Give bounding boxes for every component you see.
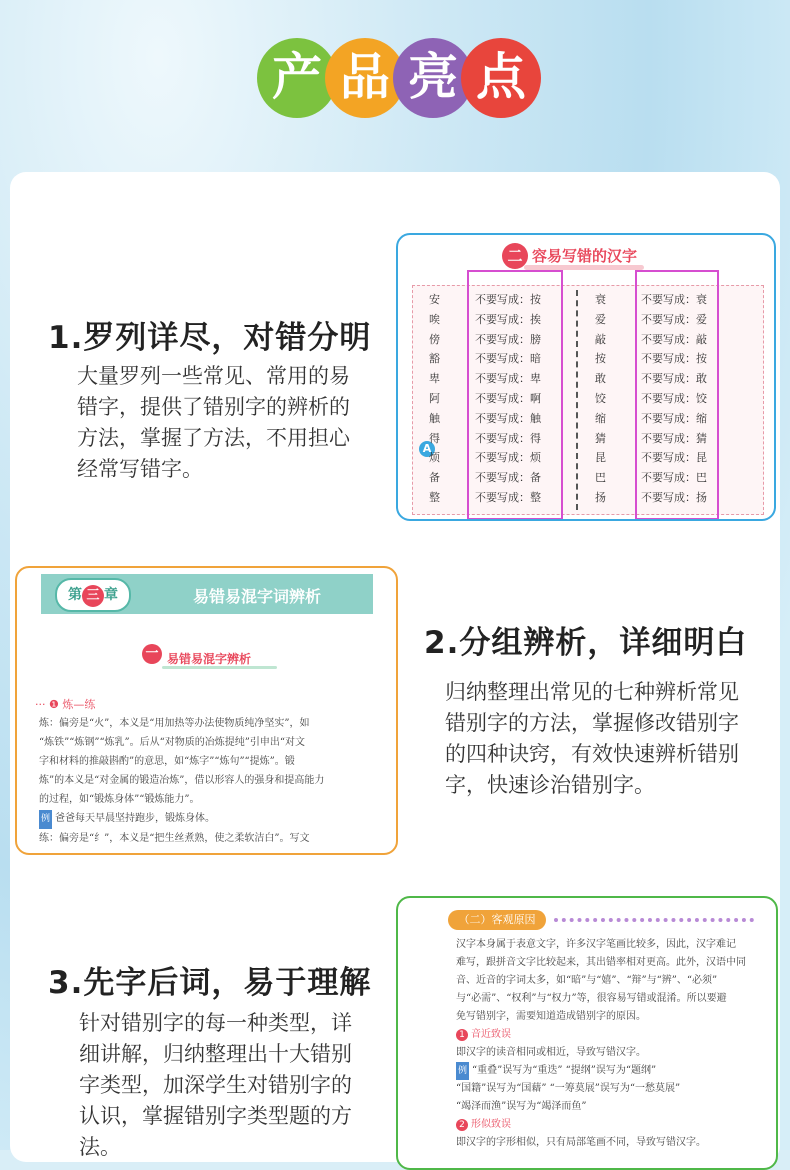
table-cell: 不要写成：敢 [641,372,707,386]
number-badge: 2 [456,1119,468,1131]
body-line: 汉字本身属于表意文字，许多汉字笔画比较多，因此，汉字难记 [456,939,736,950]
table-cell: 不要写成：备 [475,471,541,485]
column-divider [576,290,578,510]
table-cell: 不要写成：触 [475,411,541,425]
title-char-2: 品 [325,38,405,118]
section3-heading: 3.先字后词，易于理解 [48,965,372,1001]
typo-table [412,285,764,515]
body-line: 音、近音的字词太多，如“暗”与“嬉”、“辩”与“辨”、“必须” [456,975,718,986]
table-cell: 不要写成：挨 [475,312,541,326]
table-cell: 不要写成：啊 [475,391,541,405]
example-line [456,1062,756,1080]
section2-heading: 2.分组辨析，详细明白 [424,625,748,661]
section3-text [79,1008,352,1163]
text-line: 细讲解，归纳整理出十大错别 [79,1042,352,1066]
chapter-prefix: 第 [68,587,82,603]
table-cell: 不要写成：爱 [641,312,707,326]
body-line: “炼铁”“炼钢”“炼乳”。后从“对物质的冶炼提纯”引申出“对文 [39,737,306,748]
table-cell: 卑 [429,372,440,386]
table-cell: 不要写成：整 [475,490,541,504]
body-line: 难写，跟拼音文字比较起来，其出错率相对更高。此外，汉语中同 [456,957,746,968]
example-line [39,809,379,829]
section1-text [77,361,350,485]
title-char-4: 点 [461,38,541,118]
example-text: 爸爸每天早晨坚持跑步，锻炼身体。 [55,813,216,824]
example-line: “国籍”误写为“国藉” “一筹莫展”误写为“一愁莫展” [456,1083,681,1094]
table-cell: 缩 [595,411,606,425]
table-cell: 不要写成：扬 [641,490,707,504]
table-cell: 猜 [595,431,606,445]
table-cell: 按 [595,352,606,366]
table-cell: 不要写成：昆 [641,451,707,465]
pin-icon: 一 [142,644,162,664]
table-cell: 敲 [595,332,606,346]
highlight-box-left [467,270,563,520]
table-cell: 巴 [595,471,606,485]
table-cell: 不要写成：敲 [641,332,707,346]
table-cell: 整 [429,490,440,504]
example-line: “竭泽而渔”误写为“竭泽而鱼” [456,1101,587,1112]
chapter-suffix: 章 [104,587,118,603]
table-cell: 不要写成：卑 [475,372,541,386]
body-line: 字和材料的推敲斟酌”的意思，如“炼字”“炼句”“提炼”。锻 [39,756,295,767]
pin-icon: 二 [502,243,528,269]
column-correct-right [595,290,606,508]
example-tag: 例 [39,810,52,829]
chapter-body [39,714,379,848]
subsection-2-title: 形似致误 [471,1119,511,1130]
table-cell: 不要写成：按 [641,352,707,366]
table-cell: 不要写成：饺 [641,391,707,405]
table-cell: 不要写成：衰 [641,293,707,306]
table-cell: 不要写成：猜 [641,431,707,445]
body-line: 即汉字的字形相似，只有局部笔画不同，导致写错汉字。 [456,1137,706,1148]
title-underline [162,666,277,669]
table-cell: 阿 [429,391,440,405]
example-tag: 例 [456,1062,469,1080]
table-cell: 昆 [595,451,606,465]
text-line: 大量罗列一些常见、常用的易 [77,364,350,388]
table-cell: 不要写成：暗 [475,352,541,366]
example-text: “重叠”误写为“重迭” “提纲”误写为“题纲” [472,1065,657,1076]
chapter-number: 三 [82,585,104,607]
table-cell: 烦 [429,451,440,465]
table-cell: 不要写成：按 [475,293,541,306]
text-line: 经常写错字。 [77,457,203,481]
section2-text [445,677,739,801]
figure-causes-page [396,896,778,1170]
table-cell: 备 [429,471,440,485]
section-title: 易错易混字辨析 [167,652,252,666]
subsection-2 [456,1116,756,1134]
table-cell: 不要写成：巴 [641,471,707,485]
text-line: 字，快速诊治错别字。 [445,773,655,797]
chapter-title: 易错易混字词辨析 [193,587,322,606]
chapter-badge [55,578,131,612]
figure-typo-table [396,233,776,521]
body-line: 即汉字的读音相同或相近，导致写错汉字。 [456,1047,646,1058]
number-badge: 1 [456,1029,468,1041]
title-char-1: 产 [257,38,337,118]
text-line: 针对错别字的每一种类型，详 [79,1011,352,1035]
table-cell: 得 [429,431,440,445]
table-cell: 不要写成：膀 [475,332,541,346]
body-line: 炼”的本义是“对金属的锻造冶炼”，借以形容人的强身和提高能力 [39,775,325,786]
table-cell: 爱 [595,312,606,326]
text-line: 归纳整理出常见的七种辨析常见 [445,680,739,704]
table-cell: 唉 [429,312,440,326]
figure-chapter-page [15,566,398,855]
table-cell: 敢 [595,372,606,386]
table-cell: 不要写成：得 [475,431,541,445]
subsection-label: ··· ❶ 炼—练 [35,698,96,711]
table-cell: 触 [429,411,440,425]
title-banner [0,38,790,118]
section1-heading: 1.罗列详尽，对错分明 [48,320,372,356]
table-cell: 安 [429,293,440,306]
causes-body [456,936,756,1152]
table-cell: 衰 [595,293,606,306]
table-cell: 扬 [595,490,606,504]
section-tab: （二）客观原因 [448,910,546,930]
table-cell: 不要写成：烦 [475,451,541,465]
text-line: 方法，掌握了方法，不用担心 [77,426,350,450]
body-line: 练：偏旁是“纟”，本义是“把生丝煮熟，使之柔软洁白”。写文 [39,833,310,844]
text-line: 认识，掌握错别字类型题的方 [79,1104,352,1128]
dotted-rule [554,918,754,922]
text-line: 的四种诀窍，有效快速辨析错别 [445,742,739,766]
text-line: 字类型，加深学生对错别字的 [79,1073,352,1097]
table-cell: 傍 [429,332,440,346]
subsection-1-title: 音近致误 [471,1029,511,1040]
body-line: 炼：偏旁是“火”，本义是“用加热等办法使物质纯净坚实”，如 [39,718,310,729]
body-line: 与“必需”、“权利”与“权力”等，很容易写错或混淆。所以要避 [456,993,727,1004]
text-line: 错字，提供了错别字的辨析的 [77,395,350,419]
highlight-box-right [635,270,719,520]
table-cell: 不要写成：缩 [641,411,707,425]
text-line: 法。 [79,1135,121,1159]
body-line: 的过程，如“锻炼身体”“锻炼能力”。 [39,794,200,805]
table-cell: 饺 [595,391,606,405]
body-line: 免写错别字，需要知道造成错别字的原因。 [456,1011,646,1022]
title-char-3: 亮 [393,38,473,118]
subsection-1 [456,1026,756,1044]
badge-a-icon: A [419,441,435,457]
figure1-title: 容易写错的汉字 [532,247,638,265]
table-cell: 豁 [429,352,440,366]
column-correct-left [429,290,440,508]
text-line: 错别字的方法，掌握修改错别字 [445,711,739,735]
